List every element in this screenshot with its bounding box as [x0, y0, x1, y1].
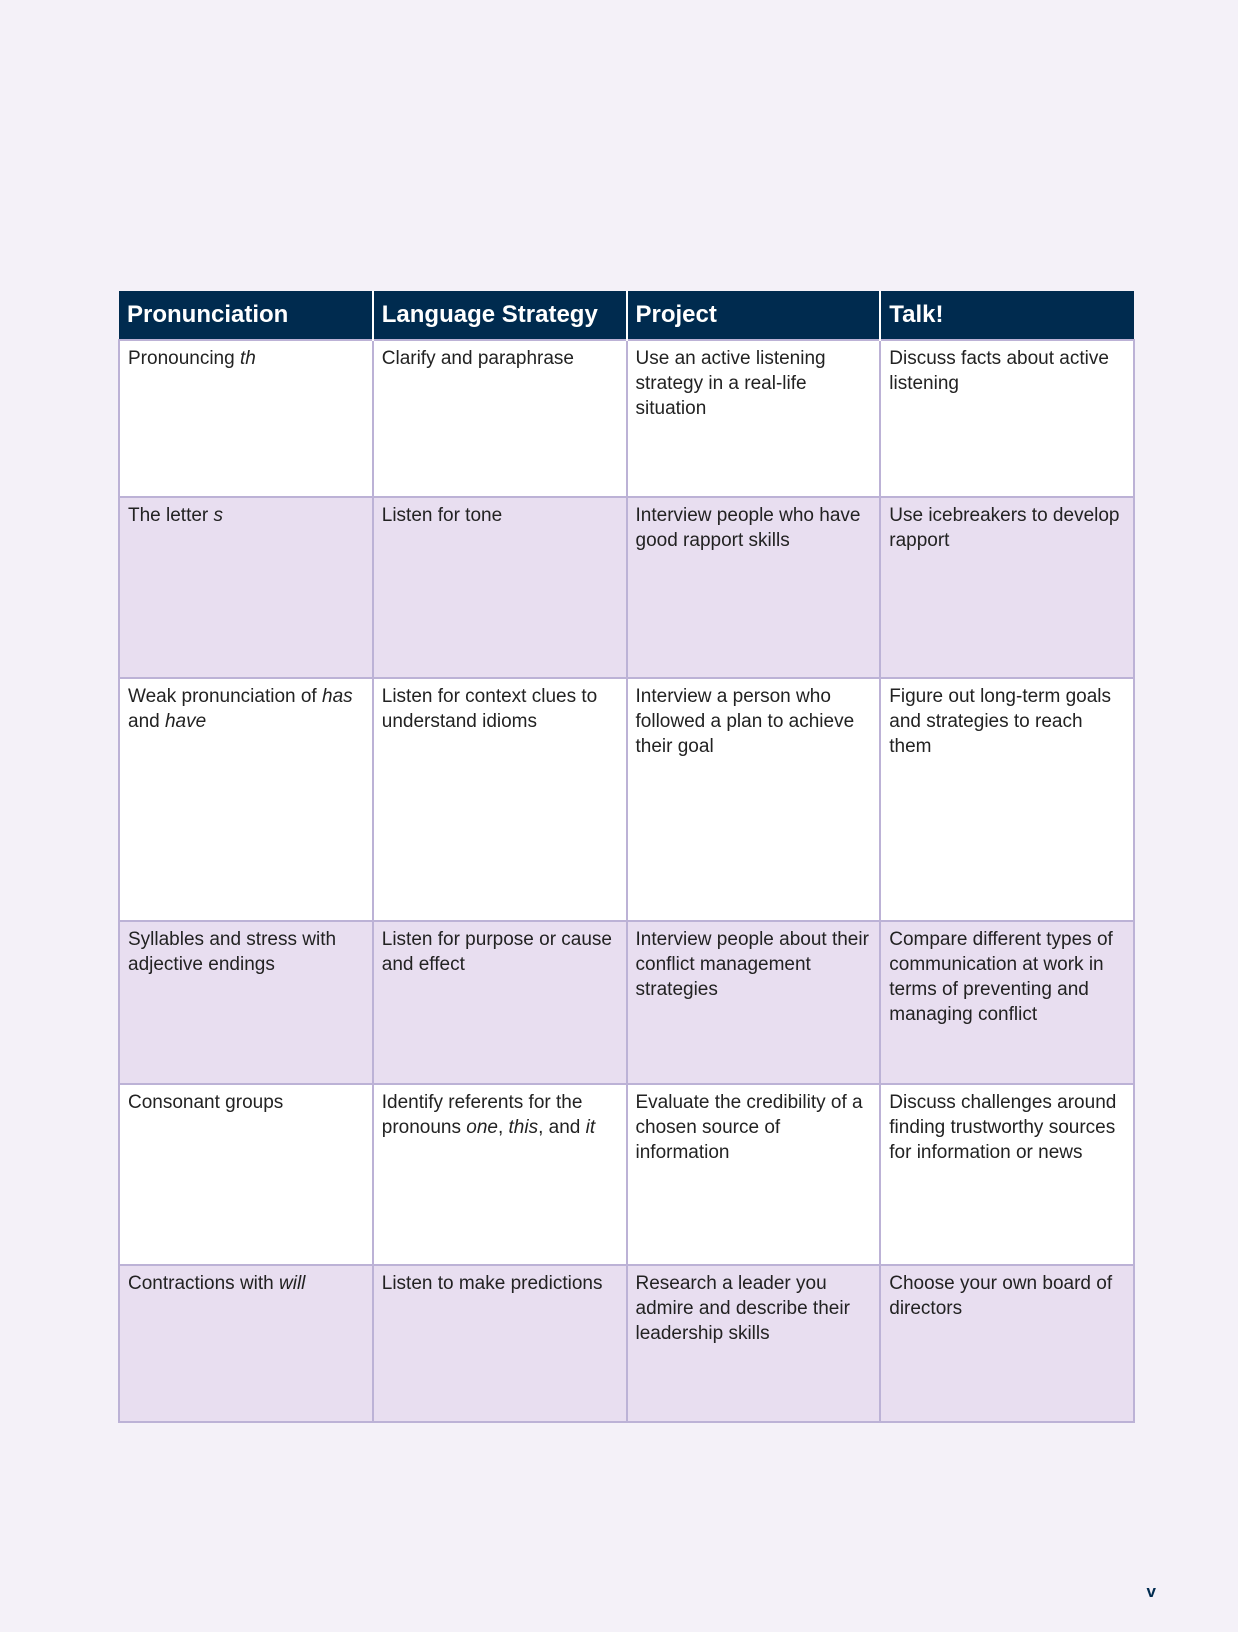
table-row: [119, 1265, 1134, 1422]
talk-cell: Compare different types of communication at work in terms of preventing and managing conflict: [880, 921, 1134, 1084]
talk-cell: Discuss challenges around finding trustworthy sources for information or news: [880, 1084, 1134, 1265]
pronunciation-cell: Contractions with will: [119, 1265, 373, 1422]
language-strategy-cell: Identify referents for the pronouns one, this, and it: [373, 1084, 627, 1265]
pronunciation-cell: Consonant groups: [119, 1084, 373, 1265]
pronunciation-cell: The letter s: [119, 497, 373, 678]
talk-cell: Discuss facts about active listening: [880, 340, 1134, 497]
talk-cell: Choose your own board of directors: [880, 1265, 1134, 1422]
table-row: [119, 921, 1134, 1084]
header-pronunciation: Pronunciation: [119, 291, 373, 340]
project-cell: Use an active listening strategy in a real-life situation: [627, 340, 881, 497]
scope-table-container: [118, 291, 1133, 1423]
pronunciation-cell: Weak pronunciation of has and have: [119, 678, 373, 921]
table-row: [119, 1084, 1134, 1265]
language-strategy-cell: Clarify and paraphrase: [373, 340, 627, 497]
pronunciation-cell: Syllables and stress with adjective endings: [119, 921, 373, 1084]
project-cell: Evaluate the credibility of a chosen source of information: [627, 1084, 881, 1265]
language-strategy-cell: Listen for context clues to understand idioms: [373, 678, 627, 921]
talk-cell: Use icebreakers to develop rapport: [880, 497, 1134, 678]
table-row: [119, 678, 1134, 921]
pronunciation-cell: Pronouncing th: [119, 340, 373, 497]
scope-table: [118, 291, 1135, 1423]
table-row: [119, 497, 1134, 678]
page-number: v: [1146, 1582, 1156, 1601]
header-language-strategy: Language Strategy: [373, 291, 627, 340]
header-project: Project: [627, 291, 881, 340]
language-strategy-cell: Listen for purpose or cause and effect: [373, 921, 627, 1084]
talk-cell: Figure out long-term goals and strategies to reach them: [880, 678, 1134, 921]
project-cell: Interview people about their conflict management strategies: [627, 921, 881, 1084]
table-row: [119, 340, 1134, 497]
header-talk: Talk!: [880, 291, 1134, 340]
project-cell: Research a leader you admire and describe their leadership skills: [627, 1265, 881, 1422]
table-header-row: [119, 291, 1134, 340]
project-cell: Interview a person who followed a plan to achieve their goal: [627, 678, 881, 921]
language-strategy-cell: Listen for tone: [373, 497, 627, 678]
project-cell: Interview people who have good rapport skills: [627, 497, 881, 678]
language-strategy-cell: Listen to make predictions: [373, 1265, 627, 1422]
